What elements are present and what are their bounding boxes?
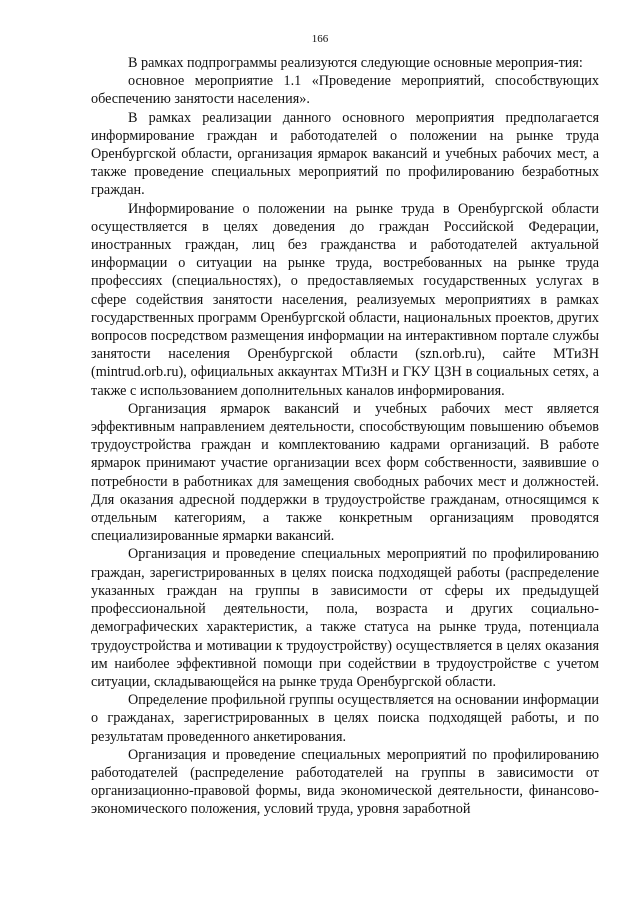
- paragraph: Информирование о положении на рынке труда в Оренбургской области осуществляется в целях доведения до граждан Российской Федерации, иностранных граждан, лиц без гражданства и работодателей актуальной информации о ситуации на рынке труда, востребованных на рынке труда профессиях (специальностях), о предоставляемых государственных услугах в сфере содействия занятости населения, реализуемых мероприятиях в рамках государственных программ Оренбургской области, национальных проектов, других вопросов посредством размещения информации на интерактивном портале службы занятости населения Оренбургской области (szn.orb.ru), сайте МТиЗН (mintrud.orb.ru), официальных аккаунтах МТиЗН и ГКУ ЦЗН в социальных сетях, а также с использованием дополнительных каналов информирования.: [91, 200, 599, 399]
- document-body: [91, 54, 599, 819]
- paragraph: Организация и проведение специальных мероприятий по профилированию работодателей (распределение работодателей на группы в зависимости от организационно-правовой формы, вида экономической деятельности, финансово-экономического положения, условий труда, уровня заработной: [91, 746, 599, 818]
- paragraph: Определение профильной группы осуществляется на основании информации о гражданах, зарегистрированных в целях поиска подходящей работы, и по результатам проведенного анкетирования.: [91, 692, 599, 745]
- paragraph: В рамках подпрограммы реализуются следующие основные мероприя-тия:: [128, 55, 583, 71]
- paragraph: В рамках реализации данного основного мероприятия предполагается информирование граждан и работодателей о положении на рынке труда Оренбургской области, организация ярмарок вакансий и учебных рабочих мест, а также проведение специальных мероприятий по профилированию безработных граждан.: [91, 109, 599, 199]
- paragraph: основное мероприятие 1.1 «Проведение мероприятий, способствующих обеспечению занятости населения».: [91, 73, 599, 108]
- paragraph: Организация ярмарок вакансий и учебных рабочих мест является эффективным направлением деятельности, способствующим повышению объемов трудоустройства граждан и комплектованию кадрами организаций. В работе ярмарок принимают участие организации всех форм собственности, заявившие о потребности в работниках для замещения свободных рабочих мест и должностей. Для оказания адресной поддержки в трудоустройстве гражданам, относящимся к отдельным категориям, а также конкретным организациям проводятся специализированные ярмарки вакансий.: [91, 400, 599, 545]
- paragraph: Организация и проведение специальных мероприятий по профилированию граждан, зарегистрированных в целях поиска подходящей работы (распределение указанных граждан на группы в зависимости от сферы их предыдущей профессиональной деятельности, пола, возраста и других социально-демографических характеристик, а также статуса на рынке труда, потенциала трудоустройства и мотивации к трудоустройству) осуществляется в целях оказания им наиболее эффективной помощи при содействии в трудоустройстве с учетом ситуации, складывающейся на рынке труда Оренбургской области.: [91, 546, 599, 690]
- page-number: 166: [311, 33, 329, 45]
